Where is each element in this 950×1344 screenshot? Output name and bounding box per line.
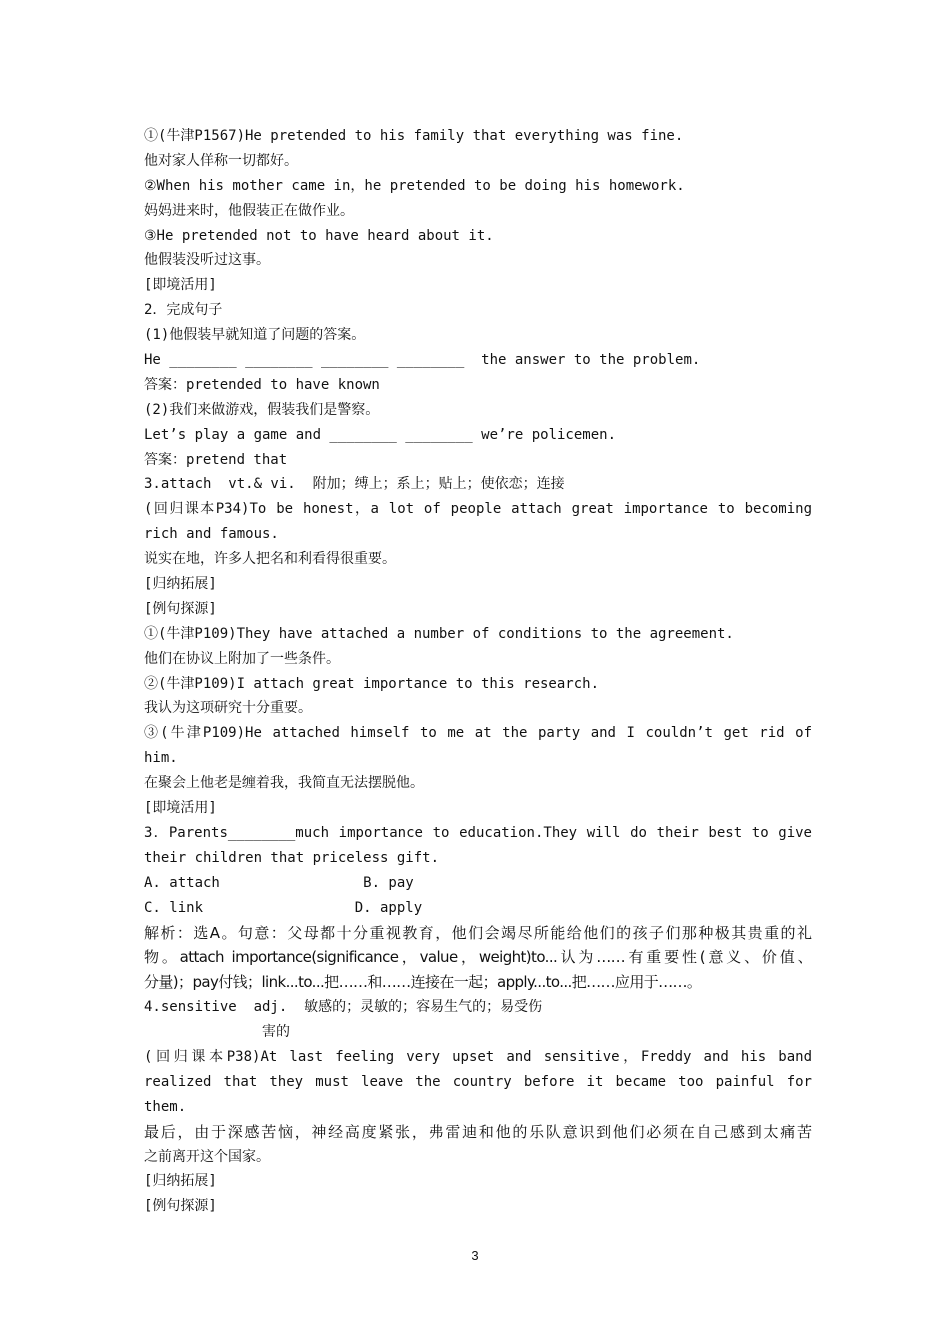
example-sentence: ②When his mother came in，he pretended to be doing his homework. bbox=[144, 177, 685, 194]
answer: 答案：pretend that bbox=[144, 451, 288, 468]
fill-blank-sentence: Let’s play a game and ________ ________ we’re policemen. bbox=[144, 426, 617, 443]
fill-blank-sentence: He ________ ________ ________ ________ the answer to the problem. bbox=[144, 352, 701, 369]
translation: 他对家人佯称一切都好。 bbox=[144, 152, 298, 169]
textbook-quote-continued: them. bbox=[144, 1098, 187, 1115]
example-sentence: ③(牛津P109)He attached himself to me at the party and I couldn’t get rid of bbox=[144, 725, 812, 742]
textbook-quote-continued: realized that they must leave the country before it became too painful for bbox=[144, 1073, 812, 1090]
translation: 妈妈进来时，他假装正在做作业。 bbox=[144, 202, 354, 219]
section-heading: [例句探源] bbox=[144, 1198, 217, 1215]
section-heading: [即境活用] bbox=[144, 277, 217, 294]
translation: 在聚会上他老是缠着我，我简直无法摆脱他。 bbox=[144, 775, 424, 792]
answer-options: A. attach B. pay bbox=[144, 874, 414, 891]
answer: 答案：pretended to have known bbox=[144, 376, 380, 393]
answer-options: C. link D. apply bbox=[144, 899, 423, 916]
explanation: 解析：选A。句意：父母都十分重视教育，他们会竭尽所能给他们的孩子们那种极其贵重的礼 bbox=[144, 923, 812, 942]
exercise-prompt: (2)我们来做游戏，假装我们是警察。 bbox=[144, 401, 380, 418]
translation: 最后，由于深感苦恼，神经高度紧张，弗雷迪和他的乐队意识到他们必须在自己感到太痛苦 bbox=[144, 1122, 812, 1141]
page-number: 3 bbox=[471, 1248, 479, 1263]
explanation: 物。attach importance(significance，value，weight)to...认为……有重要性(意义、价值、 bbox=[144, 948, 812, 967]
question-stem-continued: their children that priceless gift. bbox=[144, 849, 440, 866]
question-stem: 3．Parents________much importance to education.They will do their best to give bbox=[144, 824, 812, 841]
example-sentence: ②(牛津P109)I attach great importance to this research. bbox=[144, 675, 600, 692]
exercise-title: 2．完成句子 bbox=[144, 302, 223, 319]
textbook-quote: (回归课本P34)To be honest，a lot of people attach great importance to becoming bbox=[144, 501, 812, 518]
example-sentence: ①(牛津P1567)He pretended to his family that everything was fine. bbox=[144, 128, 684, 144]
translation: 说实在地，许多人把名和利看得很重要。 bbox=[144, 551, 396, 568]
vocab-entry-heading: 3.attach vt.& vi. 附加；缚上；系上；贴上；使依恋；连接 bbox=[144, 476, 565, 493]
translation: 我认为这项研究十分重要。 bbox=[144, 700, 312, 717]
translation: 他们在协议上附加了一些条件。 bbox=[144, 650, 340, 667]
example-sentence: ③He pretended not to have heard about it. bbox=[144, 227, 494, 244]
example-sentence: ①(牛津P109)They have attached a number of conditions to the agreement. bbox=[144, 625, 734, 642]
translation-continued: 之前离开这个国家。 bbox=[144, 1148, 270, 1165]
example-sentence-continued: him. bbox=[144, 750, 178, 767]
exercise-prompt: (1)他假装早就知道了问题的答案。 bbox=[144, 327, 366, 344]
section-heading: [归纳拓展] bbox=[144, 1173, 217, 1190]
vocab-entry-heading-continued: 害的 bbox=[262, 1024, 290, 1041]
textbook-quote-continued: rich and famous. bbox=[144, 526, 279, 543]
translation: 他假装没听过这事。 bbox=[144, 252, 270, 269]
explanation: 分量)；pay付钱；link...to...把……和……连接在一起；apply...to...把……应用于……。 bbox=[144, 973, 702, 992]
textbook-quote: (回归课本P38)At last feeling very upset and sensitive，Freddy and his band bbox=[144, 1048, 812, 1065]
section-heading: [归纳拓展] bbox=[144, 576, 217, 593]
section-heading: [即境活用] bbox=[144, 800, 217, 817]
section-heading: [例句探源] bbox=[144, 600, 217, 617]
vocab-entry-heading: 4.sensitive adj. 敏感的；灵敏的；容易生气的；易受伤 bbox=[144, 999, 543, 1016]
document-body bbox=[144, 124, 812, 1219]
